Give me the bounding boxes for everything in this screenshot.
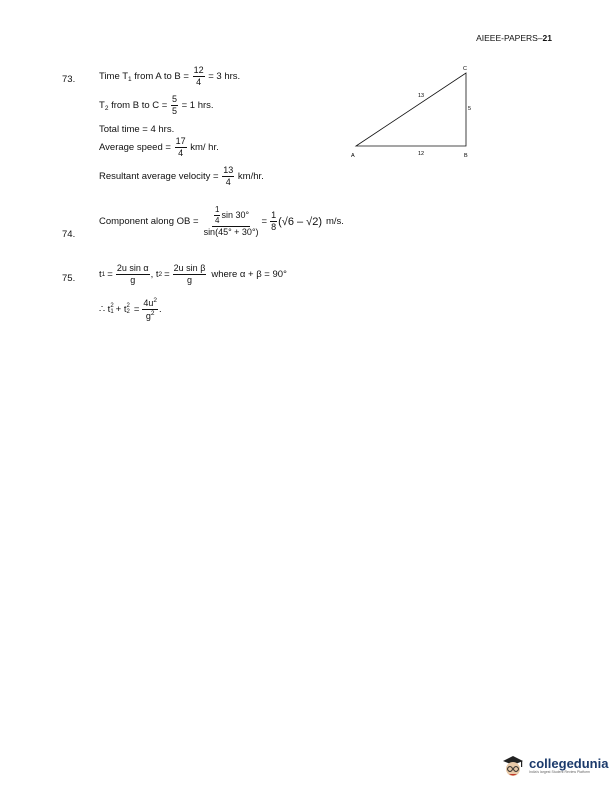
q74-coef-fraction bbox=[270, 211, 277, 232]
logo-text-block bbox=[529, 757, 608, 775]
q73-line5-text-a: Resultant average velocity = bbox=[99, 171, 219, 183]
side-ac-label: 13 bbox=[418, 93, 425, 99]
side-bc-label: 5 bbox=[468, 106, 472, 112]
q75-sub-2: 2 bbox=[126, 308, 130, 315]
q73-line1-text-b: from A to B = bbox=[134, 71, 189, 83]
triangle-diagram bbox=[345, 62, 485, 162]
logo-brand: collegedunia bbox=[529, 756, 609, 772]
q73-frac1-num: 12 bbox=[193, 65, 204, 75]
q75-line2 bbox=[99, 298, 162, 321]
q74-main-fraction bbox=[204, 206, 259, 237]
q73-frac4-num: 13 bbox=[223, 165, 234, 175]
q73-frac3-num: 17 bbox=[175, 136, 186, 146]
q75-fraction-2 bbox=[173, 264, 207, 285]
q73-line1-text-a: Time T bbox=[99, 71, 129, 83]
q73-line5 bbox=[99, 166, 264, 187]
q75-line1 bbox=[99, 264, 287, 285]
q75-script-2 bbox=[127, 304, 130, 315]
q75-sup-2: 2 bbox=[126, 303, 130, 310]
header-prefix: AIEEE-PAPERS– bbox=[476, 33, 543, 43]
q74-inner-den: 4 bbox=[215, 216, 220, 225]
q75-frac3-num bbox=[142, 298, 158, 310]
q73-line4-text-c: km/ hr. bbox=[190, 142, 219, 154]
q75-eq3: = bbox=[133, 304, 140, 315]
q74-eq: = bbox=[261, 216, 268, 227]
q74-paren-expr: (√6 – √2) bbox=[278, 215, 322, 228]
q73-line1-text-c: = 3 hrs. bbox=[208, 71, 241, 83]
q73-fraction-4 bbox=[222, 166, 234, 187]
q75-frac3-den-sup: 2 bbox=[150, 310, 155, 317]
logo-tagline: India's largest Student Review Platform bbox=[529, 770, 590, 775]
q73-line1 bbox=[99, 66, 240, 87]
q73-fraction-3 bbox=[175, 137, 187, 158]
q75-where: where α + β = 90° bbox=[211, 269, 287, 280]
page-header bbox=[476, 33, 552, 43]
q74-label: Component along OB = bbox=[99, 216, 199, 227]
q75-eq2: = bbox=[164, 269, 170, 280]
q75-fraction-3 bbox=[142, 298, 158, 321]
q73-line5-text-c: km/hr. bbox=[237, 171, 264, 183]
q73-line2 bbox=[99, 95, 214, 116]
question-number-75: 75. bbox=[62, 273, 76, 284]
q73-fraction-2 bbox=[171, 95, 178, 116]
collegedunia-logo bbox=[500, 753, 608, 779]
q75-fraction-1 bbox=[116, 264, 150, 285]
q73-line1-sub: 1 bbox=[128, 76, 132, 84]
q75-frac3-num-sup: 2 bbox=[153, 297, 158, 304]
q73-line2-text-b: from B to C = bbox=[111, 100, 168, 112]
vertex-c-label: C bbox=[463, 66, 467, 72]
q75-sub-1: 1 bbox=[110, 308, 114, 315]
q73-line2-text-a: T bbox=[99, 100, 105, 112]
graduate-mascot-icon bbox=[500, 753, 526, 779]
q75-frac1-den: g bbox=[130, 275, 136, 285]
q73-fraction-1 bbox=[193, 66, 205, 87]
q73-line2-sub: 2 bbox=[104, 105, 109, 113]
q74-line bbox=[99, 206, 344, 237]
q73-line4-text-a: Average speed = bbox=[99, 142, 171, 154]
q74-main-den: sin(45° + 30°) bbox=[203, 227, 259, 237]
q74-inner-fraction bbox=[214, 206, 220, 225]
triangle-shape bbox=[356, 73, 466, 146]
q75-sup-1: 2 bbox=[110, 303, 114, 310]
q74-coef-num: 1 bbox=[271, 210, 277, 220]
q75-t2-sub: 2 bbox=[158, 271, 163, 278]
q75-frac3-den bbox=[146, 310, 155, 321]
q75-frac2-den: g bbox=[187, 275, 193, 285]
q74-main-num bbox=[212, 206, 250, 227]
q74-unit: m/s. bbox=[326, 216, 344, 227]
q75-therefore: ∴ t bbox=[99, 304, 111, 315]
q74-coef-den: 8 bbox=[271, 222, 277, 232]
q74-inner-num: 1 bbox=[215, 205, 220, 214]
q75-eq: = bbox=[107, 269, 113, 280]
q75-script-1 bbox=[110, 304, 113, 315]
q74-top-rest: sin 30° bbox=[221, 210, 250, 220]
vertex-a-label: A bbox=[351, 153, 355, 159]
q75-frac1-num: 2u sin α bbox=[116, 263, 149, 273]
question-number-73: 73. bbox=[62, 74, 76, 85]
q75-plus-t: + t bbox=[115, 304, 127, 315]
question-number-74: 74. bbox=[62, 229, 76, 240]
q73-frac2-num: 5 bbox=[171, 94, 177, 104]
q75-end: . bbox=[159, 304, 162, 315]
q73-frac4-den: 4 bbox=[225, 177, 231, 187]
q75-comma-t2: , t bbox=[150, 269, 159, 280]
vertex-b-label: B bbox=[464, 153, 468, 159]
side-ab-label: 12 bbox=[418, 151, 425, 157]
q75-t1: t bbox=[99, 269, 102, 280]
q73-line2-text-c: = 1 hrs. bbox=[181, 100, 214, 112]
q75-frac3-num-text: 4u bbox=[143, 298, 154, 308]
q73-line4 bbox=[99, 137, 219, 158]
q75-frac3-den-text: g bbox=[145, 311, 151, 321]
q73-line3: Total time = 4 hrs. bbox=[99, 124, 175, 135]
q75-t1-sub: 1 bbox=[101, 271, 106, 278]
q73-frac3-den: 4 bbox=[178, 148, 184, 158]
q73-frac2-den: 5 bbox=[171, 106, 177, 116]
page-number: 21 bbox=[542, 33, 552, 43]
q73-frac1-den: 4 bbox=[196, 77, 202, 87]
q75-frac2-num: 2u sin β bbox=[173, 263, 206, 273]
